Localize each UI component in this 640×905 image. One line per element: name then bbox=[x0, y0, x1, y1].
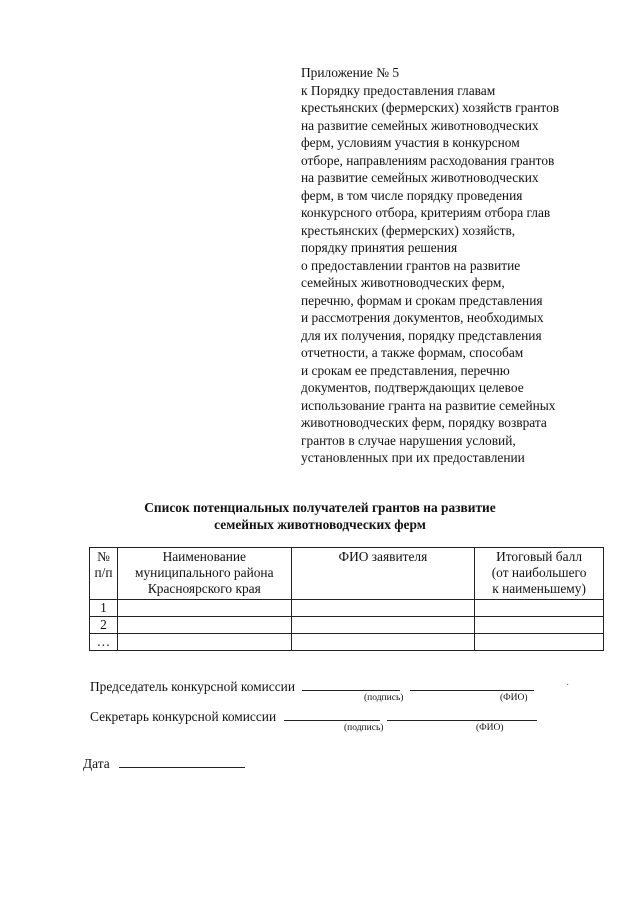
list-title bbox=[100, 499, 540, 533]
row-score bbox=[475, 600, 604, 617]
date-blank bbox=[119, 755, 245, 768]
grant-recipients-table bbox=[89, 547, 604, 651]
appendix-line: отборе, направлениям расходования грантов bbox=[301, 152, 555, 168]
table-row bbox=[90, 617, 604, 634]
appendix-title: Приложение № 5 bbox=[301, 65, 400, 80]
scan-speck: · bbox=[566, 680, 570, 691]
appendix-line: ферм, в том числе порядку проведения bbox=[301, 187, 523, 203]
secretary-label: Секретарь конкурсной комиссии bbox=[90, 709, 277, 724]
appendix-line: и срокам ее представления, перечню bbox=[301, 362, 510, 378]
appendix-line: перечню, формам и срокам представления bbox=[301, 292, 543, 308]
date-row bbox=[83, 755, 245, 772]
appendix-line: грантов в случае нарушения условий, bbox=[301, 432, 516, 448]
header-district: Наименование муниципального района Красноярского края bbox=[117, 548, 291, 600]
appendix-line: о предоставлении грантов на развитие bbox=[301, 257, 521, 273]
row-num: 2 bbox=[90, 617, 118, 634]
chairman-signature-hint: (подпись) bbox=[364, 693, 404, 703]
row-district bbox=[117, 600, 291, 617]
header-num: № п/п bbox=[90, 548, 118, 600]
secretary-name-hint: (ФИО) bbox=[476, 723, 504, 733]
row-applicant bbox=[291, 617, 475, 634]
appendix-line: установленных при их предоставлении bbox=[301, 450, 525, 465]
appendix-line: на развитие семейных животноводческих bbox=[301, 117, 539, 133]
appendix-description bbox=[301, 82, 611, 467]
secretary-signature-hint: (подпись) bbox=[344, 723, 384, 733]
secretary-signature-blank bbox=[284, 708, 380, 721]
appendix-header bbox=[301, 64, 611, 467]
secretary-signature-row bbox=[90, 708, 537, 725]
appendix-line: крестьянских (фермерских) хозяйств, bbox=[301, 222, 516, 238]
table-row bbox=[90, 600, 604, 617]
row-score bbox=[475, 634, 604, 651]
row-num: … bbox=[90, 634, 118, 651]
chairman-signature-blank bbox=[302, 678, 400, 691]
appendix-line: для их получения, порядку представления bbox=[301, 327, 542, 343]
date-label: Дата bbox=[83, 756, 110, 771]
row-num: 1 bbox=[90, 600, 118, 617]
appendix-line: крестьянских (фермерских) хозяйств грантов bbox=[301, 100, 560, 115]
row-applicant bbox=[291, 600, 475, 617]
row-score bbox=[475, 617, 604, 634]
header-score: Итоговый балл (от наибольшего к наименьшему) bbox=[475, 548, 604, 600]
appendix-line: к Порядку предоставления главам bbox=[301, 82, 496, 98]
appendix-line: документов, подтверждающих целевое bbox=[301, 380, 524, 395]
appendix-line: семейных животноводческих ферм, bbox=[301, 275, 505, 290]
chairman-label: Председатель конкурсной комиссии bbox=[90, 679, 295, 694]
appendix-line: конкурсного отбора, критериям отбора глав bbox=[301, 205, 551, 220]
appendix-line: животноводческих ферм, порядку возврата bbox=[301, 415, 547, 430]
list-title-line-1: Список потенциальных получателей грантов на развитие bbox=[144, 500, 496, 515]
chairman-name-hint: (ФИО) bbox=[500, 693, 528, 703]
list-title-line-2: семейных животноводческих ферм bbox=[214, 517, 426, 532]
row-applicant bbox=[291, 634, 475, 651]
chairman-signature-row bbox=[90, 678, 534, 695]
secretary-name-blank bbox=[387, 708, 537, 721]
row-district bbox=[117, 617, 291, 634]
appendix-line: на развитие семейных животноводческих bbox=[301, 170, 539, 185]
appendix-line: ферм, условиям участия в конкурсном bbox=[301, 135, 520, 150]
appendix-line: использование гранта на развитие семейных bbox=[301, 397, 556, 413]
table-row bbox=[90, 634, 604, 651]
chairman-name-blank bbox=[410, 678, 534, 691]
appendix-line: отчетности, а также формам, способам bbox=[301, 345, 524, 360]
row-district bbox=[117, 634, 291, 651]
header-applicant: ФИО заявителя bbox=[291, 548, 475, 600]
appendix-line: и рассмотрения документов, необходимых bbox=[301, 310, 544, 325]
table-header-row bbox=[90, 548, 604, 600]
appendix-line: порядку принятия решения bbox=[301, 240, 458, 255]
